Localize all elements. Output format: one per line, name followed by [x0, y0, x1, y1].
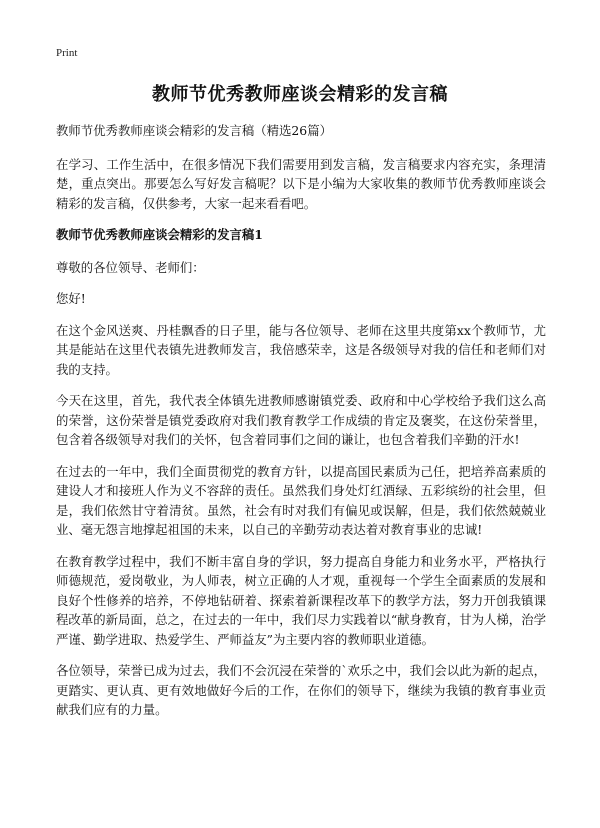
intro-paragraph: 在学习、工作生活中，在很多情况下我们需要用到发言稿，发言稿要求内容充实，条理清楚，重点突出。那要怎么写好发言稿呢？以下是小编为大家收集的教师节优秀教师座谈会精彩的发言稿，仅供参考，大家一起来看看吧。 — [56, 156, 546, 211]
body-paragraph-4: 在教育教学过程中，我们不断丰富自身的学识，努力提高自身能力和业务水平，严格执行师德规范，爱岗敬业，为人师表，树立正确的人才观，重视每一个学生全面素质的发展和良好个性修养的培养，不停地钻研着、探索着新课程改革下的教学方法，努力开创我镇课程改革的新局面，总之，在过去的一年中，我们尽力实践着以“献身教育，甘为人梯，治学严谨、勤学进取、热爱学生、严师益友”为主要内容的教师职业道德。 — [56, 553, 546, 647]
print-link[interactable]: Print — [56, 47, 78, 59]
section-heading: 教师节优秀教师座谈会精彩的发言稿1 — [56, 227, 263, 242]
document-title: 教师节优秀教师座谈会精彩的发言稿 — [152, 84, 448, 105]
salutation: 尊敬的各位领导、老师们： — [56, 259, 205, 275]
document-body — [56, 121, 546, 732]
body-paragraph-5: 各位领导，荣誉已成为过去，我们不会沉浸在荣誉的`欢乐之中，我们会以此为新的起点，更踏实、更认真、更有效地做好今后的工作，在你们的领导下，继续为我镇的教育事业贡献我们应有的力量。 — [56, 663, 546, 717]
body-paragraph-3: 在过去的一年中，我们全面贯彻党的教育方针，以提高国民素质为己任，把培养高素质的建设人才和接班人作为义不容辞的责任。虽然我们身处灯红酒绿、五彩缤纷的社会里，但是，我们依然甘守着清贫。虽然，社会有时对我们有偏见或误解，但是，我们依然兢兢业业、毫无怨言地撑起祖国的未来，以自己的辛勤劳动表达着对教育事业的忠诚! — [56, 463, 546, 537]
document-subtitle: 教师节优秀教师座谈会精彩的发言稿（精选26篇） — [56, 123, 332, 138]
greeting: 您好! — [56, 291, 86, 306]
body-paragraph-1: 在这个金风送爽、丹桂飘香的日子里，能与各位领导、老师在这里共度第xx个教师节，尤其是能站在这里代表镇先进教师发言，我倍感荣幸，这是各级领导对我的信任和老师们对我的支持。 — [56, 322, 546, 377]
body-paragraph-2: 今天在这里，首先，我代表全体镇先进教师感谢镇党委、政府和中心学校给予我们这么高的荣誉，这份荣誉是镇党委政府对我们教育教学工作成绩的肯定及褒奖，在这份荣誉里，包含着各级领导对我们的关怀，包含着同事们之间的谦让，也包含着我们辛勤的汗水! — [56, 393, 546, 447]
